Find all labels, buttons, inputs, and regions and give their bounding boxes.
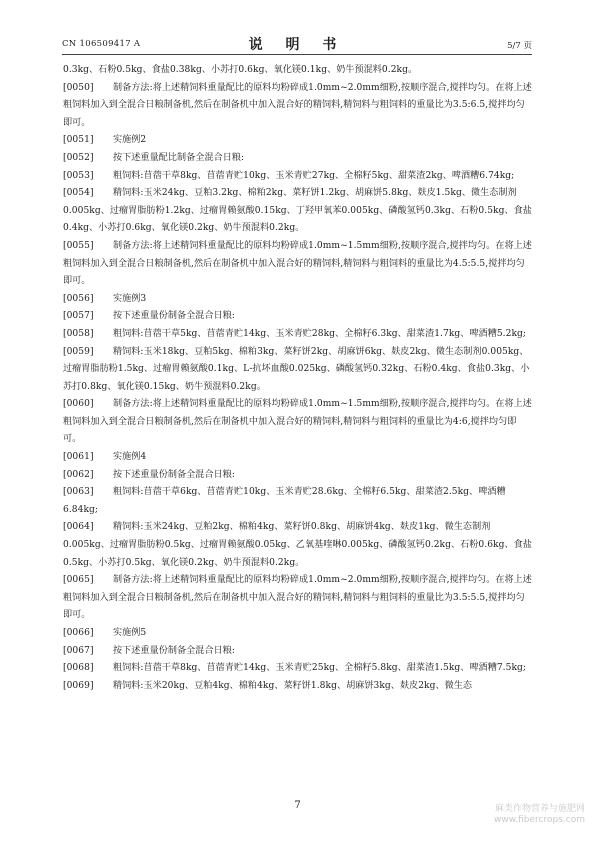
paragraph <box>63 678 533 696</box>
paragraph-number: [0051] <box>63 135 94 146</box>
paragraph <box>63 625 533 643</box>
paragraph-number: [0069] <box>63 680 94 691</box>
paragraph-text: 制备方法:将上述精饲料重量配比的原料均粉碎成1.0mm~1.5mm细粉,按顺序混合,搅拌均匀。在将上述粗饲料加入到全混合日粮制备机,然后在制备机中加入混合好的精饲料,精饲料与粗饲料的重量比为4:6,搅拌均匀即可。 <box>63 399 532 445</box>
paragraph-number: [0064] <box>63 522 94 533</box>
paragraph-number: [0052] <box>63 152 94 163</box>
paragraph-number: [0062] <box>63 469 94 480</box>
watermark-site-name: 麻类作物营养与施肥网 <box>494 804 585 814</box>
paragraph-text: 粗饲料:苜蓿干草8kg、苜蓿青贮10kg、玉米青贮27kg、全棉籽5kg、甜菜渣2kg、啤酒糟6.74kg; <box>113 170 515 181</box>
paragraph <box>63 132 533 150</box>
paragraph-text: 按下述重量份制备全混合日粮: <box>113 469 235 480</box>
paragraph-text: 按下述重量配比制备全混合日粮: <box>113 152 245 163</box>
paragraph-text: 精饲料:玉米24kg、豆粕3.2kg、棉粕2kg、菜籽饼1.2kg、胡麻饼5.8kg、麸皮1.5kg、微生态制剂0.005kg、过瘤胃脂肪粉1.2kg、过瘤胃赖氨酸0.15kg、丁羟甲氧苯0.005kg、磷酸氢钙0.3kg、石粉0.5kg、食盐0.4kg、小苏打0.6kg、氧化镁0.2kg、奶牛预混料0.2kg。 <box>63 188 532 234</box>
paragraph <box>63 168 533 186</box>
paragraph-number: [0061] <box>63 452 94 463</box>
page-header <box>62 34 532 55</box>
paragraph <box>63 449 533 467</box>
paragraph-text: 粗饲料:苜蓿干草5kg、苜蓿青贮14kg、玉米青贮28kg、全棉籽6.3kg、甜菜渣1.7kg、啤酒糟5.2kg; <box>113 328 527 339</box>
paragraph-number: [0067] <box>63 645 94 656</box>
paragraph <box>63 326 533 344</box>
paragraph-number: [0060] <box>63 399 94 410</box>
paragraph-number: [0056] <box>63 293 94 304</box>
paragraph-number: [0058] <box>63 328 94 339</box>
paragraph-number: [0055] <box>63 240 94 251</box>
paragraph <box>63 467 533 485</box>
paragraph-text: 粗饲料:苜蓿干草6kg、苜蓿青贮10kg、玉米青贮28.6kg、全棉籽6.5kg、甜菜渣2.5kg、啤酒糟6.84kg; <box>63 487 506 515</box>
paragraph <box>63 238 533 291</box>
page-count: 5/7 页 <box>507 41 532 51</box>
paragraph-text: 实施例2 <box>113 135 147 146</box>
paragraph <box>63 80 533 133</box>
paragraph <box>63 660 533 678</box>
paragraph <box>63 572 533 625</box>
paragraph <box>63 396 533 449</box>
paragraph-number: [0053] <box>63 170 94 181</box>
document-title: 说 明 书 <box>248 37 346 53</box>
continued-text: 0.3kg、石粉0.5kg、食盐0.38kg、小苏打0.6kg、氧化镁0.1kg、奶牛预混料0.2kg。 <box>63 65 418 75</box>
paragraph <box>63 484 533 519</box>
paragraph-number: [0059] <box>63 346 94 357</box>
paragraph-text: 制备方法:将上述精饲料重量配比的原料均粉碎成1.0mm~2.0mm细粉,按顺序混合,搅拌均匀。在将上述粗饲料加入到全混合日粮制备机,然后在制备机中加入混合好的精饲料,精饲料与粗饲料的重量比为3.5:6.5,搅拌均匀即可。 <box>63 82 532 128</box>
paragraph <box>63 291 533 309</box>
paragraph-number: [0065] <box>63 575 94 586</box>
watermark-url: www.fibercrops.com <box>494 815 585 825</box>
paragraph-text: 实施例3 <box>113 293 147 304</box>
document-body <box>63 62 533 695</box>
paragraph <box>63 150 533 168</box>
paragraph-text: 精饲料:玉米20kg、豆粕4kg、棉粕4kg、菜籽饼1.8kg、胡麻饼3kg、麸皮2kg、微生态 <box>113 680 473 691</box>
paragraph-number: [0066] <box>63 628 94 638</box>
paragraph <box>63 519 533 572</box>
paragraph-text: 按下述重量份制备全混合日粮: <box>113 645 235 656</box>
paragraph <box>63 308 533 326</box>
paragraph-text: 按下述重量份制备全混合日粮: <box>113 311 235 322</box>
paragraph-number: [0050] <box>63 82 94 93</box>
paragraph-number: [0057] <box>63 311 94 322</box>
paragraph-text: 实施例5 <box>113 628 147 638</box>
page-number: 7 <box>294 800 301 811</box>
paragraph-number: [0068] <box>63 663 94 674</box>
paragraph-number: [0054] <box>63 188 94 199</box>
paragraph-text: 制备方法:将上述精饲料重量配比的原料均粉碎成1.0mm~2.0mm细粉,按顺序混合,搅拌均匀。在将上述粗饲料加入到全混合日粮制备机,然后在制备机中加入混合好的精饲料,精饲料与粗饲料的重量比为3.5:5.5,搅拌均匀即可。 <box>63 575 532 621</box>
watermark <box>494 804 585 826</box>
paragraph-list <box>63 80 533 696</box>
paragraph <box>63 344 533 397</box>
paragraph <box>63 185 533 238</box>
paragraph-text: 精饲料:玉米18kg、豆粕5kg、棉粕3kg、菜籽饼2kg、胡麻饼6kg、麸皮2kg、微生态制剂0.005kg、过瘤胃脂肪粉1.5kg、过瘤胃赖氨酸0.1kg、L-抗坏血酸0.025kg、磷酸氢钙0.32kg、石粉0.4kg、食盐0.3kg、小苏打0.8kg、氧化镁0.15kg、奶牛预混料0.2kg。 <box>63 346 530 392</box>
paragraph-text: 精饲料:玉米24kg、豆粕2kg、棉粕4kg、菜籽饼0.8kg、胡麻饼4kg、麸皮1kg、微生态制剂0.005kg、过瘤胃脂肪粉0.5kg、过瘤胃赖氨酸0.05kg、乙氧基喹啉0.005kg、磷酸氢钙0.2kg、石粉0.6kg、食盐0.5kg、小苏打0.5kg、氧化镁0.2kg、奶牛预混料0.2kg。 <box>63 522 532 568</box>
paragraph <box>63 643 533 661</box>
paragraph-number: [0063] <box>63 487 94 498</box>
document-number: CN 106509417 A <box>62 39 141 49</box>
paragraph-text: 实施例4 <box>113 452 147 463</box>
paragraph-text: 粗饲料:苜蓿干草8kg、苜蓿青贮14kg、玉米青贮25kg、全棉籽5.8kg、甜菜渣1.5kg、啤酒糟7.5kg; <box>113 663 527 674</box>
paragraph-text: 制备方法:将上述精饲料重量配比的原料均粉碎成1.0mm~1.5mm细粉,按顺序混合,搅拌均匀。在将上述粗饲料加入到全混合日粮制备机,然后在制备机中加入混合好的精饲料,精饲料与粗饲料的重量比为4.5:5.5,搅拌均匀即可。 <box>63 240 532 287</box>
